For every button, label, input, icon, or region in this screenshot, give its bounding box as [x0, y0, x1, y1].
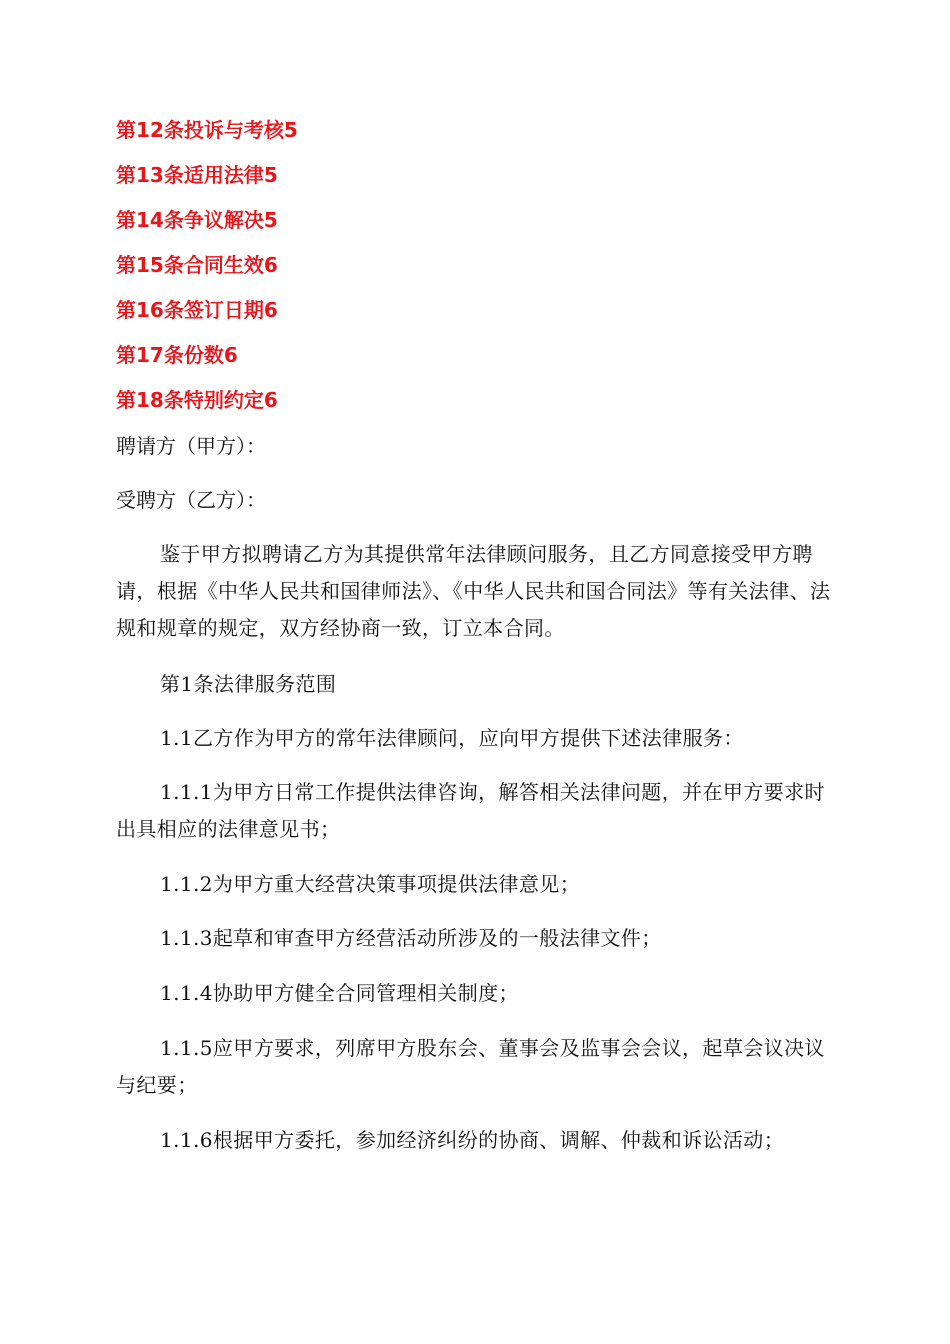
toc-item-article-18[interactable]: 第18条特别约定6 [116, 388, 278, 412]
hiring-party-label: 聘请方（甲方）： [116, 434, 266, 458]
toc-item-article-12[interactable]: 第12条投诉与考核5 [116, 118, 298, 142]
hired-party-label: 受聘方（乙方）： [116, 488, 266, 512]
toc-item-article-16[interactable]: 第16条签订日期6 [116, 298, 278, 322]
clause-1-1-6: 1.1.6根据甲方委托，参加经济纠纷的协商、调解、仲裁和诉讼活动； [160, 1128, 785, 1152]
toc-item-article-17[interactable]: 第17条份数6 [116, 343, 238, 367]
clause-1-1-4: 1.1.4协助甲方健全合同管理相关制度； [160, 981, 519, 1005]
toc-item-article-14[interactable]: 第14条争议解决5 [116, 208, 278, 232]
clause-1-1-1: 1.1.1为甲方日常工作提供法律咨询，解答相关法律问题，并在甲方要求时出具相应的法律意见书； [116, 780, 825, 841]
toc-item-article-13[interactable]: 第13条适用法律5 [116, 163, 278, 187]
toc-item-article-15[interactable]: 第15条合同生效6 [116, 253, 278, 277]
article-1-heading: 第1条法律服务范围 [160, 672, 337, 696]
clause-1-1-5: 1.1.5应甲方要求，列席甲方股东会、董事会及监事会会议，起草会议决议与纪要； [116, 1036, 825, 1097]
clause-1-1-2: 1.1.2为甲方重大经营决策事项提供法律意见； [160, 872, 581, 896]
clause-1-1-3: 1.1.3起草和审查甲方经营活动所涉及的一般法律文件； [160, 926, 662, 950]
clause-1-1: 1.1乙方作为甲方的常年法律顾问，应向甲方提供下述法律服务： [160, 726, 744, 750]
preamble-paragraph: 鉴于甲方拟聘请乙方为其提供常年法律顾问服务，且乙方同意接受甲方聘请，根据《中华人民共和国律师法》、《中华人民共和国合同法》等有关法律、法规和规章的规定，双方经协商一致，订立本合同。 [116, 542, 831, 640]
